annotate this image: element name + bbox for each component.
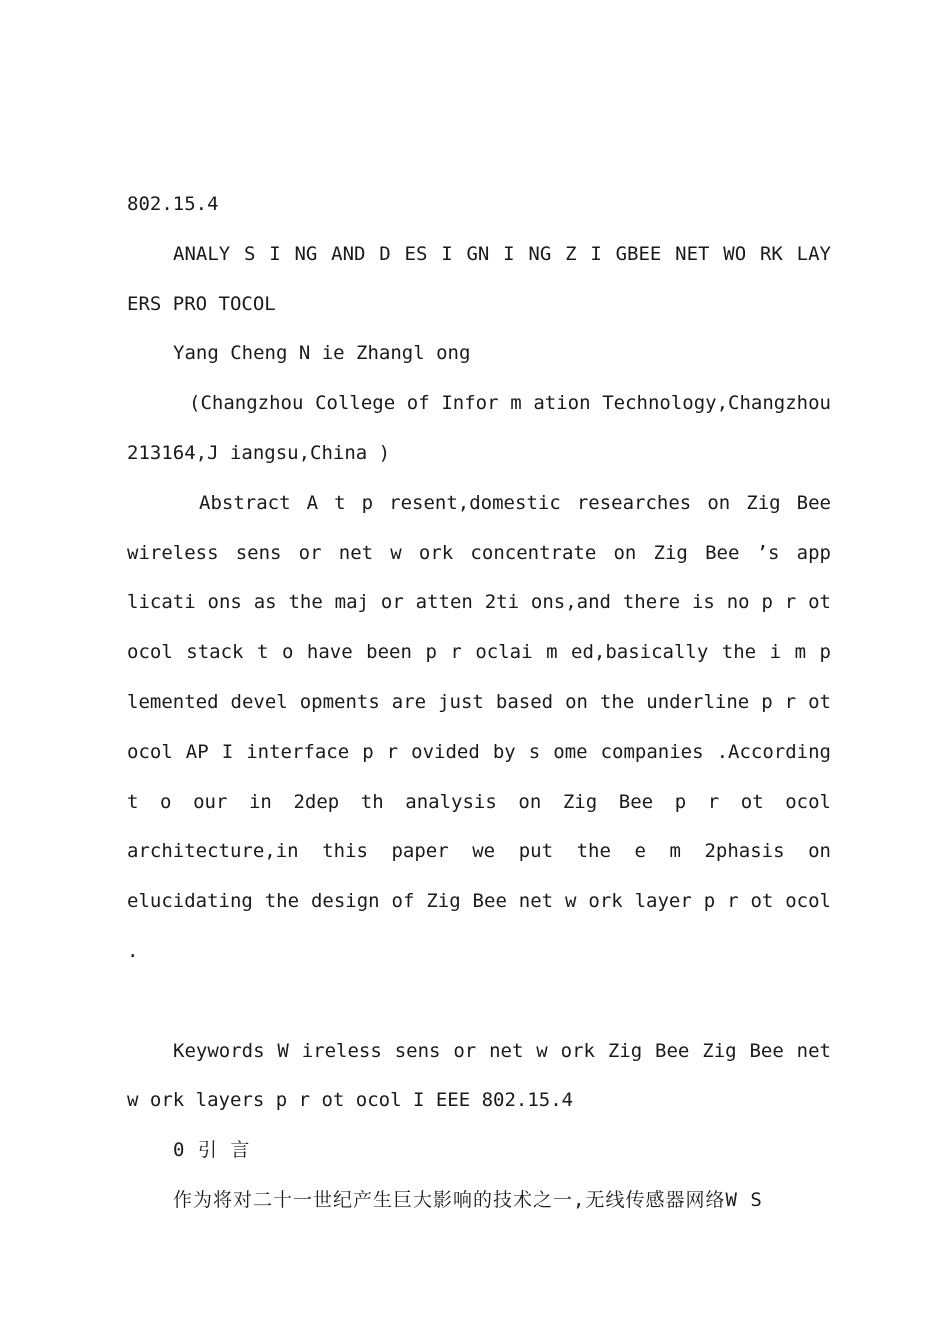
abstract-paragraph: Abstract A t p resent,domestic researches on Zig Bee wireless sens or net w ork concentrate on Zig Bee ’s app licati ons as the maj or atten 2ti ons,and there is no p r ot ocol stack t o have been p r oclai m ed,basically the i m p lemented devel opments are just based on the underline p r ot ocol AP I interface p r ovided by s ome companies .According t o our in 2dep th analysis on Zig Bee p r ot ocol architecture,in this paper we put the e m 2phasis on elucidating the design of Zig Bee net w ork layer p r ot ocol . — [127, 491, 831, 962]
standard-number: 802.15.4 — [127, 193, 219, 215]
affiliation: (Changzhou College of Infor m ation Technology,Changzhou 213164,J iangsu,China ) — [127, 392, 831, 464]
authors: Yang Cheng N ie Zhangl ong — [173, 342, 471, 365]
keywords-paragraph: Keywords W ireless sens or net w ork Zig Bee Zig Bee net w ork layers p r ot ocol I EEE 802.15.4 — [127, 1039, 831, 1112]
spacer — [127, 977, 831, 1027]
section-heading: 0 引 言 — [173, 1139, 251, 1162]
english-title: ANALY S I NG AND D ES I GN I NG Z I GBEE NET WO RK LAY ERS PRO TOCOL — [127, 242, 831, 315]
body-paragraph: 作为将对二十一世纪产生巨大影响的技术之一,无线传感器网络W S — [173, 1188, 763, 1211]
document-page — [127, 180, 831, 1226]
